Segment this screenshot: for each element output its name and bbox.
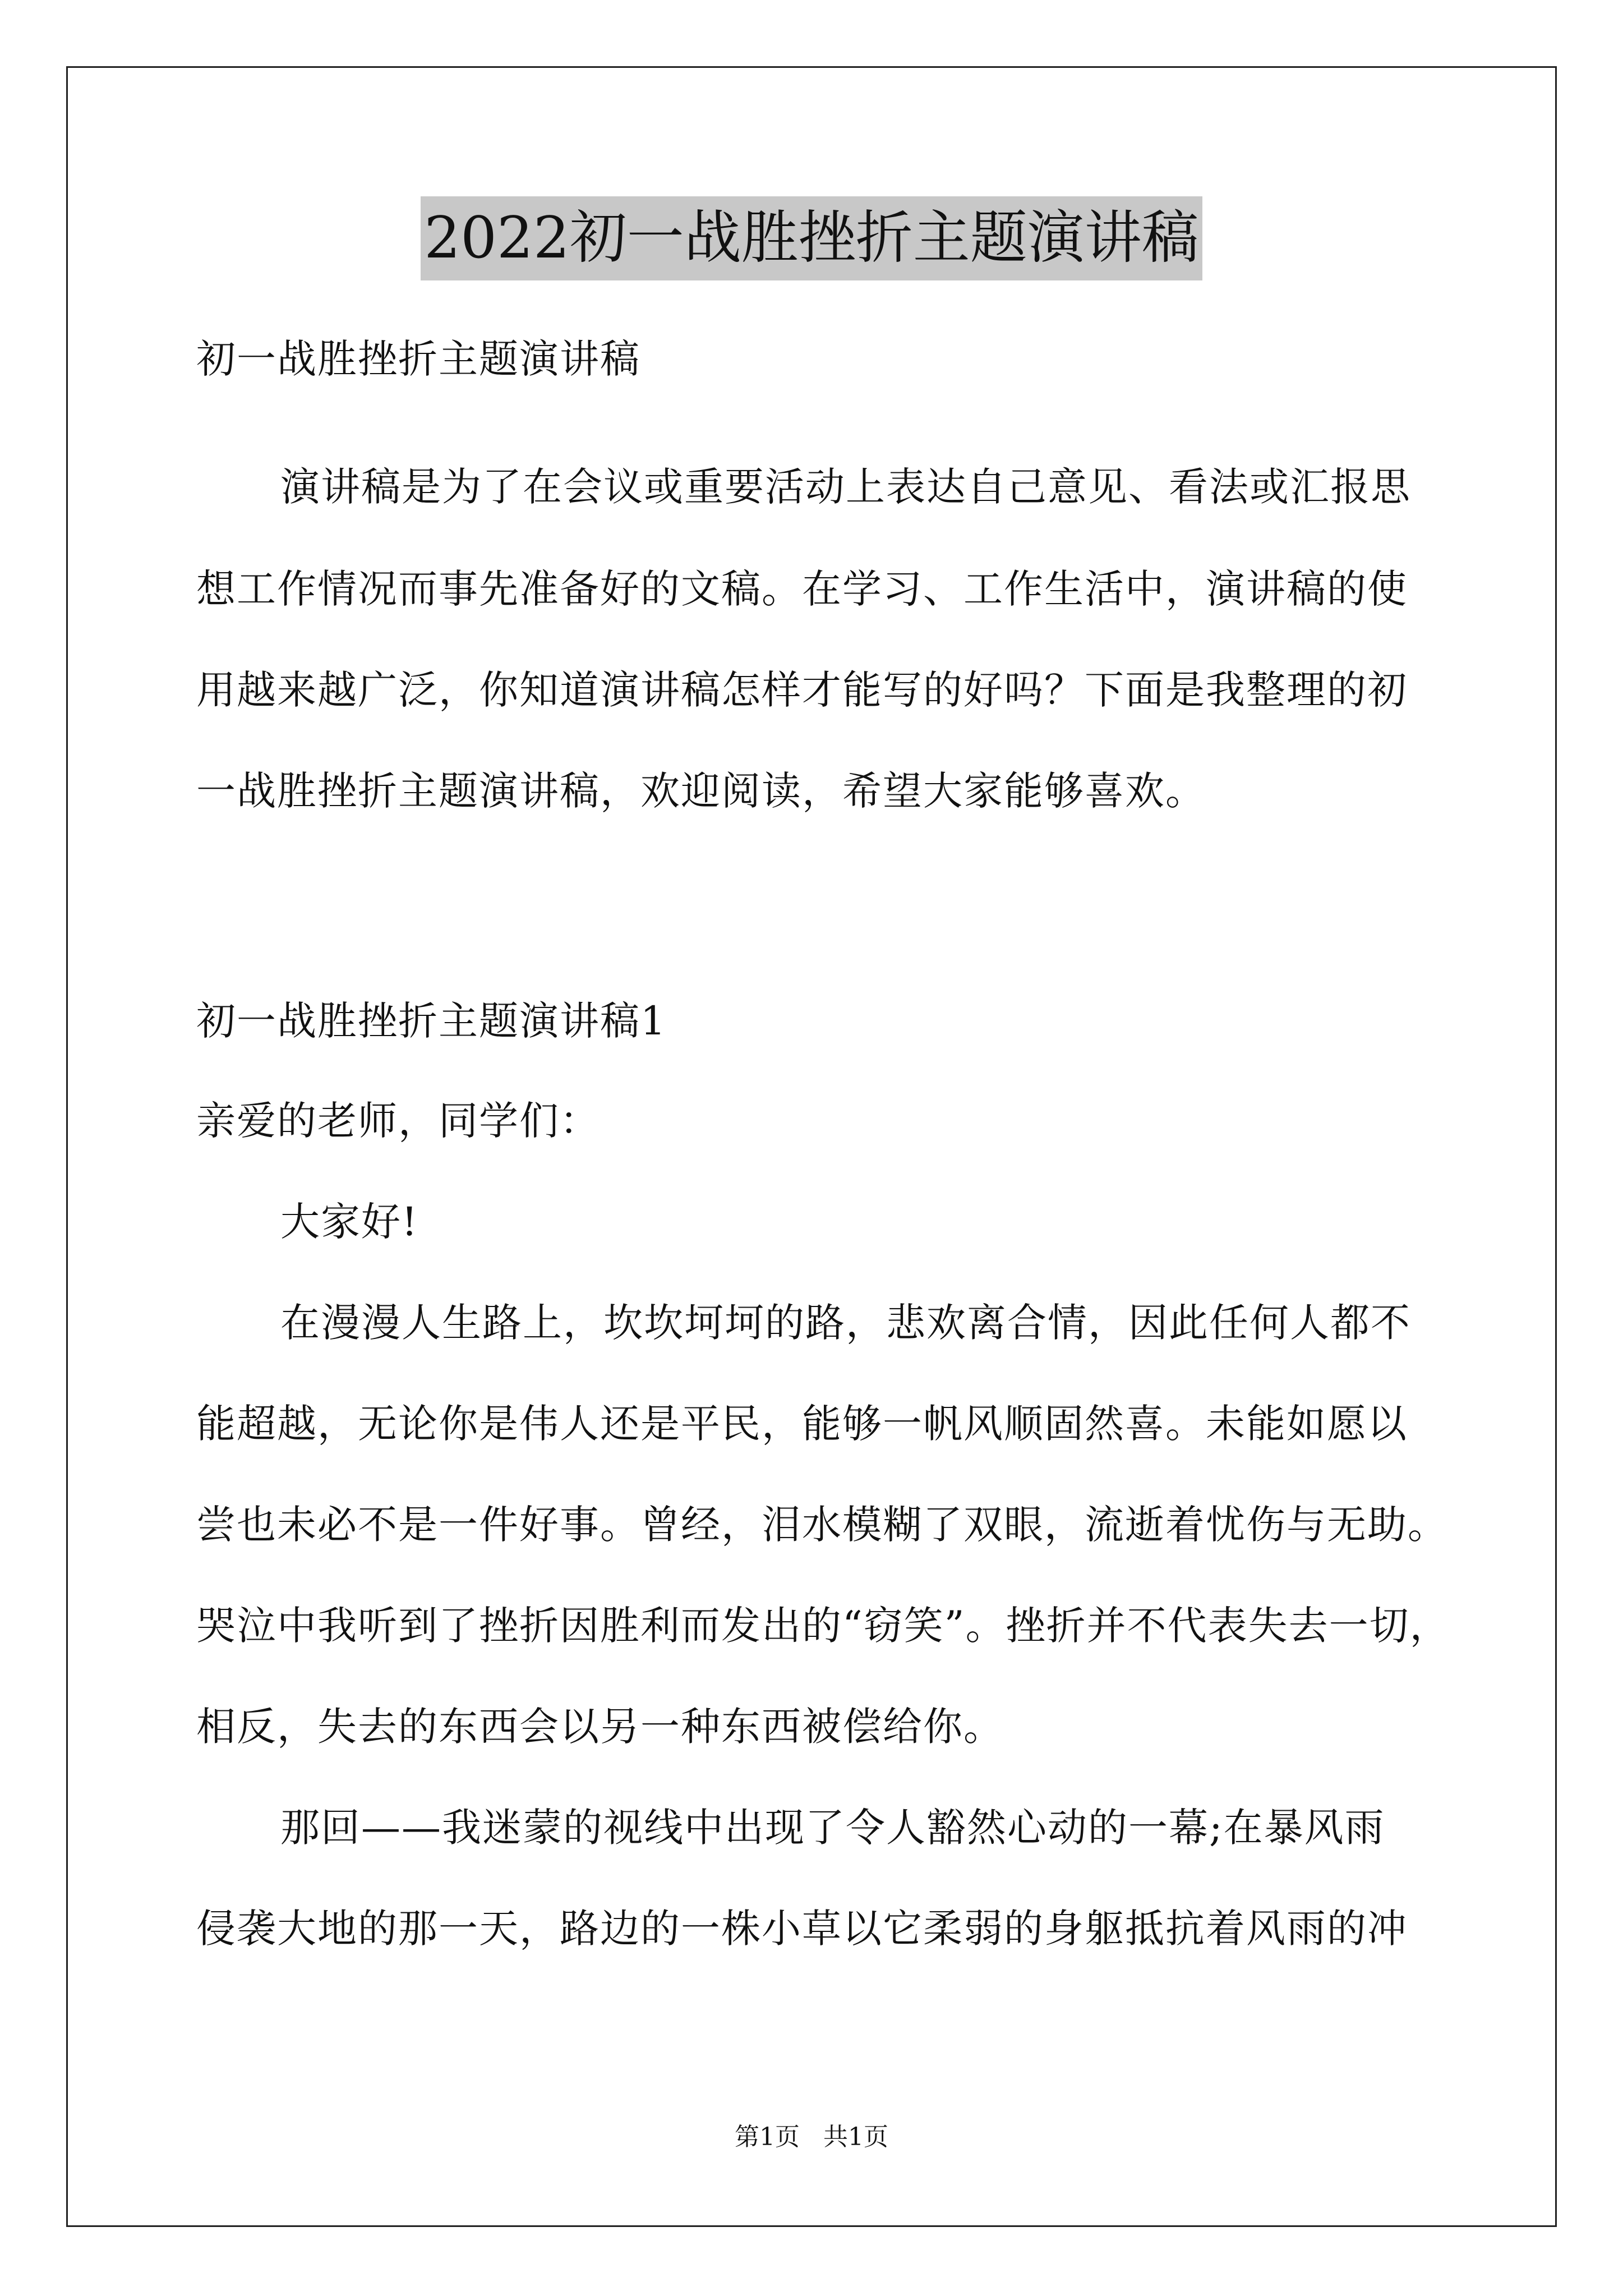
- paragraph-line: 能超越，无论你是伟人还是平民，能够一帆风顺固然喜。未能如愿以: [196, 1401, 1408, 1447]
- document-title: 2022初一战胜挫折主题演讲稿: [421, 196, 1202, 280]
- paragraph-line: 演讲稿是为了在会议或重要活动上表达自己意见、看法或汇报思: [280, 464, 1411, 510]
- paragraph-line: 那回——我迷蒙的视线中出现了令人豁然心动的一幕;在暴风雨: [280, 1805, 1385, 1851]
- paragraph-line: 哭泣中我听到了挫折因胜利而发出的“窃笑”。挫折并不代表失去一切，: [196, 1603, 1450, 1649]
- salutation-line: 亲爱的老师，同学们：: [196, 1098, 600, 1144]
- page-total: 共1页: [823, 2123, 888, 2151]
- paragraph-line: 相反，失去的东西会以另一种东西被偿给你。: [196, 1704, 1004, 1750]
- paragraph-line: 在漫漫人生路上，坎坎坷坷的路，悲欢离合情，因此任何人都不: [280, 1300, 1411, 1346]
- paragraph-line: 尝也未必不是一件好事。曾经，泪水模糊了双眼，流逝着忧伤与无助。: [196, 1502, 1448, 1548]
- paragraph-line: 侵袭大地的那一天，路边的一株小草以它柔弱的身躯抵抗着风雨的冲: [196, 1906, 1408, 1952]
- subtitle-line: 初一战胜挫折主题演讲稿: [196, 336, 640, 382]
- page-footer: [0, 2120, 1623, 2154]
- title-container: [0, 196, 1623, 280]
- paragraph-line: 用越来越广泛，你知道演讲稿怎样才能写的好吗？下面是我整理的初: [196, 667, 1408, 713]
- greeting-line: 大家好!: [280, 1199, 419, 1245]
- paragraph-line: 想工作情况而事先准备好的文稿。在学习、工作生活中，演讲稿的使: [196, 566, 1408, 612]
- page-number: 第1页: [735, 2123, 800, 2151]
- section-heading: 初一战胜挫折主题演讲稿1: [196, 998, 667, 1044]
- paragraph-line: 一战胜挫折主题演讲稿，欢迎阅读，希望大家能够喜欢。: [196, 768, 1206, 814]
